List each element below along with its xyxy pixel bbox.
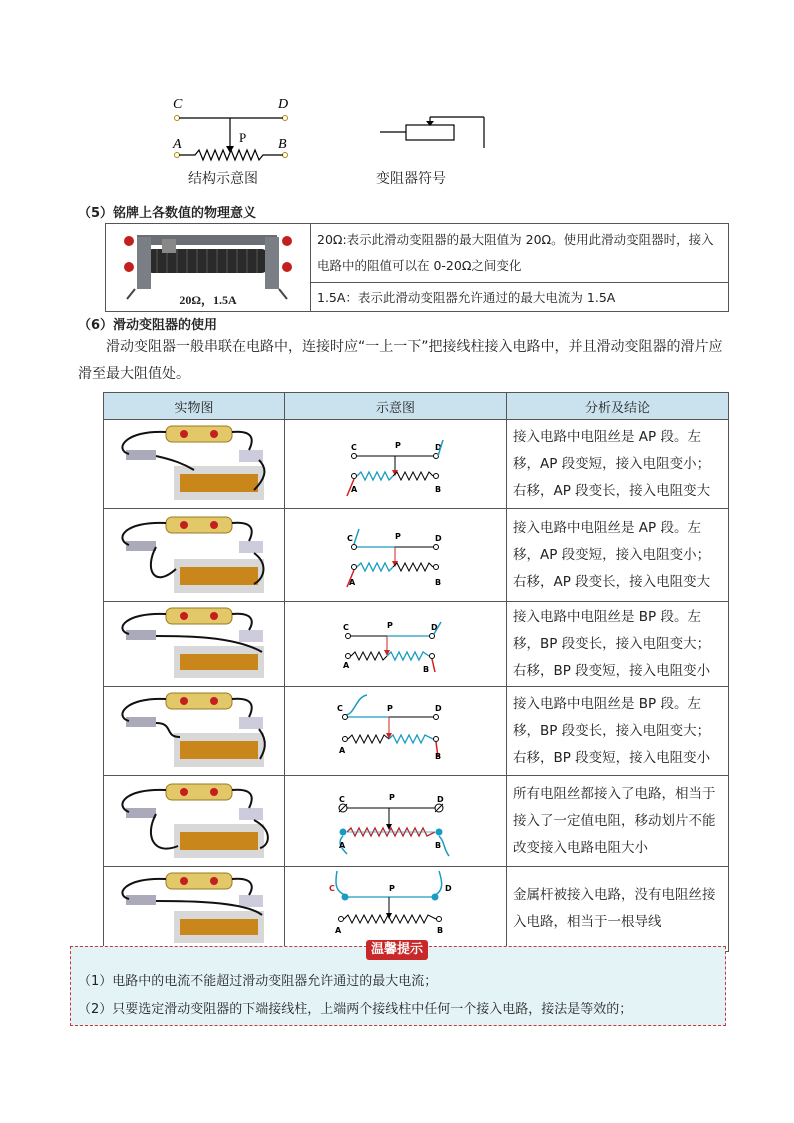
caption-symbol: 变阻器符号	[376, 171, 446, 187]
photo-cell	[104, 867, 285, 952]
rheostat-diagram	[285, 776, 505, 862]
rheostat-diagram	[285, 867, 505, 947]
diagram-cell	[285, 420, 507, 509]
svg-text:A: A	[339, 746, 346, 755]
analysis-cell: 接入电路中电阻丝是 AP 段。左移，AP 段变短，接入电阻变小；右移，AP 段变长，接入电阻变大	[506, 509, 728, 602]
section5-title: （5）铭牌上各数值的物理意义	[78, 206, 257, 221]
label-a: A	[173, 137, 182, 152]
photo-cell	[104, 602, 285, 687]
caption-structure: 结构示意图	[188, 171, 258, 187]
table-row	[104, 867, 729, 952]
svg-text:A: A	[339, 841, 346, 850]
svg-text:D: D	[437, 795, 444, 804]
tip-item-1: （1）电路中的电流不能超过滑动变阻器允许通过的最大电流；	[78, 974, 438, 989]
rheostat-diagram	[285, 687, 505, 771]
svg-text:A: A	[335, 926, 342, 935]
label-c: C	[173, 97, 183, 112]
table-row	[104, 687, 729, 776]
svg-text:B: B	[435, 578, 442, 587]
svg-text:D: D	[431, 623, 438, 632]
header-photo: 实物图	[104, 393, 285, 420]
circuit-photo	[104, 420, 284, 504]
section6-paragraph: 滑动变阻器一般串联在电路中，连接时应“一上一下”把接线柱接入电路中，并且滑动变阻器的滑片应滑至最大阻值处。	[78, 339, 723, 382]
nameplate-table	[105, 223, 729, 312]
analysis-cell: 接入电路中电阻丝是 BP 段。左移，BP 段变长，接入电阻变大；右移，BP 段变短，接入电阻变小	[506, 602, 728, 687]
rheostat-diagram	[285, 509, 505, 597]
photo-cell	[104, 420, 285, 509]
section6-title: （6）滑动变阻器的使用	[78, 318, 218, 333]
diagram-cell	[285, 776, 507, 867]
svg-text:B: B	[435, 485, 442, 494]
svg-text:C: C	[337, 704, 343, 713]
label-b: B	[278, 137, 287, 152]
photo-cell	[104, 687, 285, 776]
svg-text:D: D	[435, 443, 442, 452]
svg-text:A: A	[351, 485, 358, 494]
analysis-cell: 所有电阻丝都接入了电路，相当于接入了一定值电阻，移动划片不能改变接入电路电阻大小	[506, 776, 728, 867]
svg-text:C: C	[347, 534, 353, 543]
svg-text:B: B	[437, 926, 444, 935]
svg-text:D: D	[445, 884, 452, 893]
structure-diagram	[165, 92, 305, 167]
circuit-photo	[104, 509, 284, 597]
svg-text:P: P	[387, 621, 393, 630]
svg-text:B: B	[423, 665, 430, 674]
table-row	[104, 509, 729, 602]
nameplate-photo-cell	[106, 224, 311, 312]
label-d: D	[278, 97, 289, 112]
rheostat-diagram	[285, 420, 505, 504]
usage-table	[103, 392, 729, 952]
svg-text:P: P	[387, 704, 393, 713]
svg-text:D: D	[435, 534, 442, 543]
tip-badge: 温馨提示	[366, 940, 428, 960]
svg-text:B: B	[435, 752, 442, 761]
header-diagram: 示意图	[285, 393, 507, 420]
table-row	[104, 420, 729, 509]
svg-text:D: D	[435, 704, 442, 713]
nameplate-resistance-text: 20Ω:表示此滑动变阻器的最大阻值为 20Ω。使用此滑动变阻器时，接入电路中的阻值可以在 0-20Ω之间变化	[311, 224, 729, 283]
table-row	[104, 602, 729, 687]
svg-text:P: P	[389, 793, 395, 802]
svg-text:P: P	[389, 884, 395, 893]
svg-text:P: P	[395, 532, 401, 541]
svg-text:A: A	[349, 578, 356, 587]
svg-text:A: A	[343, 661, 350, 670]
nameplate-current-text: 1.5A：表示此滑动变阻器允许通过的最大电流为 1.5A	[311, 283, 729, 312]
diagram-cell	[285, 687, 507, 776]
diagram-cell	[285, 509, 507, 602]
circuit-photo	[104, 867, 284, 947]
analysis-cell: 接入电路中电阻丝是 BP 段。左移，BP 段变长，接入电阻变大；右移，BP 段变短，接入电阻变小	[506, 687, 728, 776]
svg-text:P: P	[395, 441, 401, 450]
svg-text:C: C	[351, 443, 357, 452]
rheostat-symbol	[378, 112, 490, 152]
svg-text:C: C	[329, 884, 335, 893]
rheostat-diagram	[285, 602, 505, 682]
photo-cell	[104, 509, 285, 602]
tip-item-2: （2）只要选定滑动变阻器的下端接线柱，上端两个接线柱中任何一个接入电路，接法是等效的；	[78, 1002, 633, 1017]
diagram-cell	[285, 602, 507, 687]
diagram-cell	[285, 867, 507, 952]
nameplate-label: 20Ω，1.5A	[179, 293, 237, 307]
photo-cell	[104, 776, 285, 867]
circuit-photo	[104, 602, 284, 682]
label-p: P	[239, 130, 247, 145]
analysis-cell: 金属杆被接入电路，没有电阻丝接入电路，相当于一根导线	[506, 867, 728, 952]
svg-text:B: B	[435, 841, 442, 850]
circuit-photo	[104, 687, 284, 771]
table-row	[104, 776, 729, 867]
analysis-cell: 接入电路中电阻丝是 AP 段。左移，AP 段变短，接入电阻变小；右移，AP 段变长，接入电阻变大	[506, 420, 728, 509]
svg-text:C: C	[339, 795, 345, 804]
circuit-photo	[104, 776, 284, 862]
svg-text:C: C	[343, 623, 349, 632]
header-analysis: 分析及结论	[506, 393, 728, 420]
